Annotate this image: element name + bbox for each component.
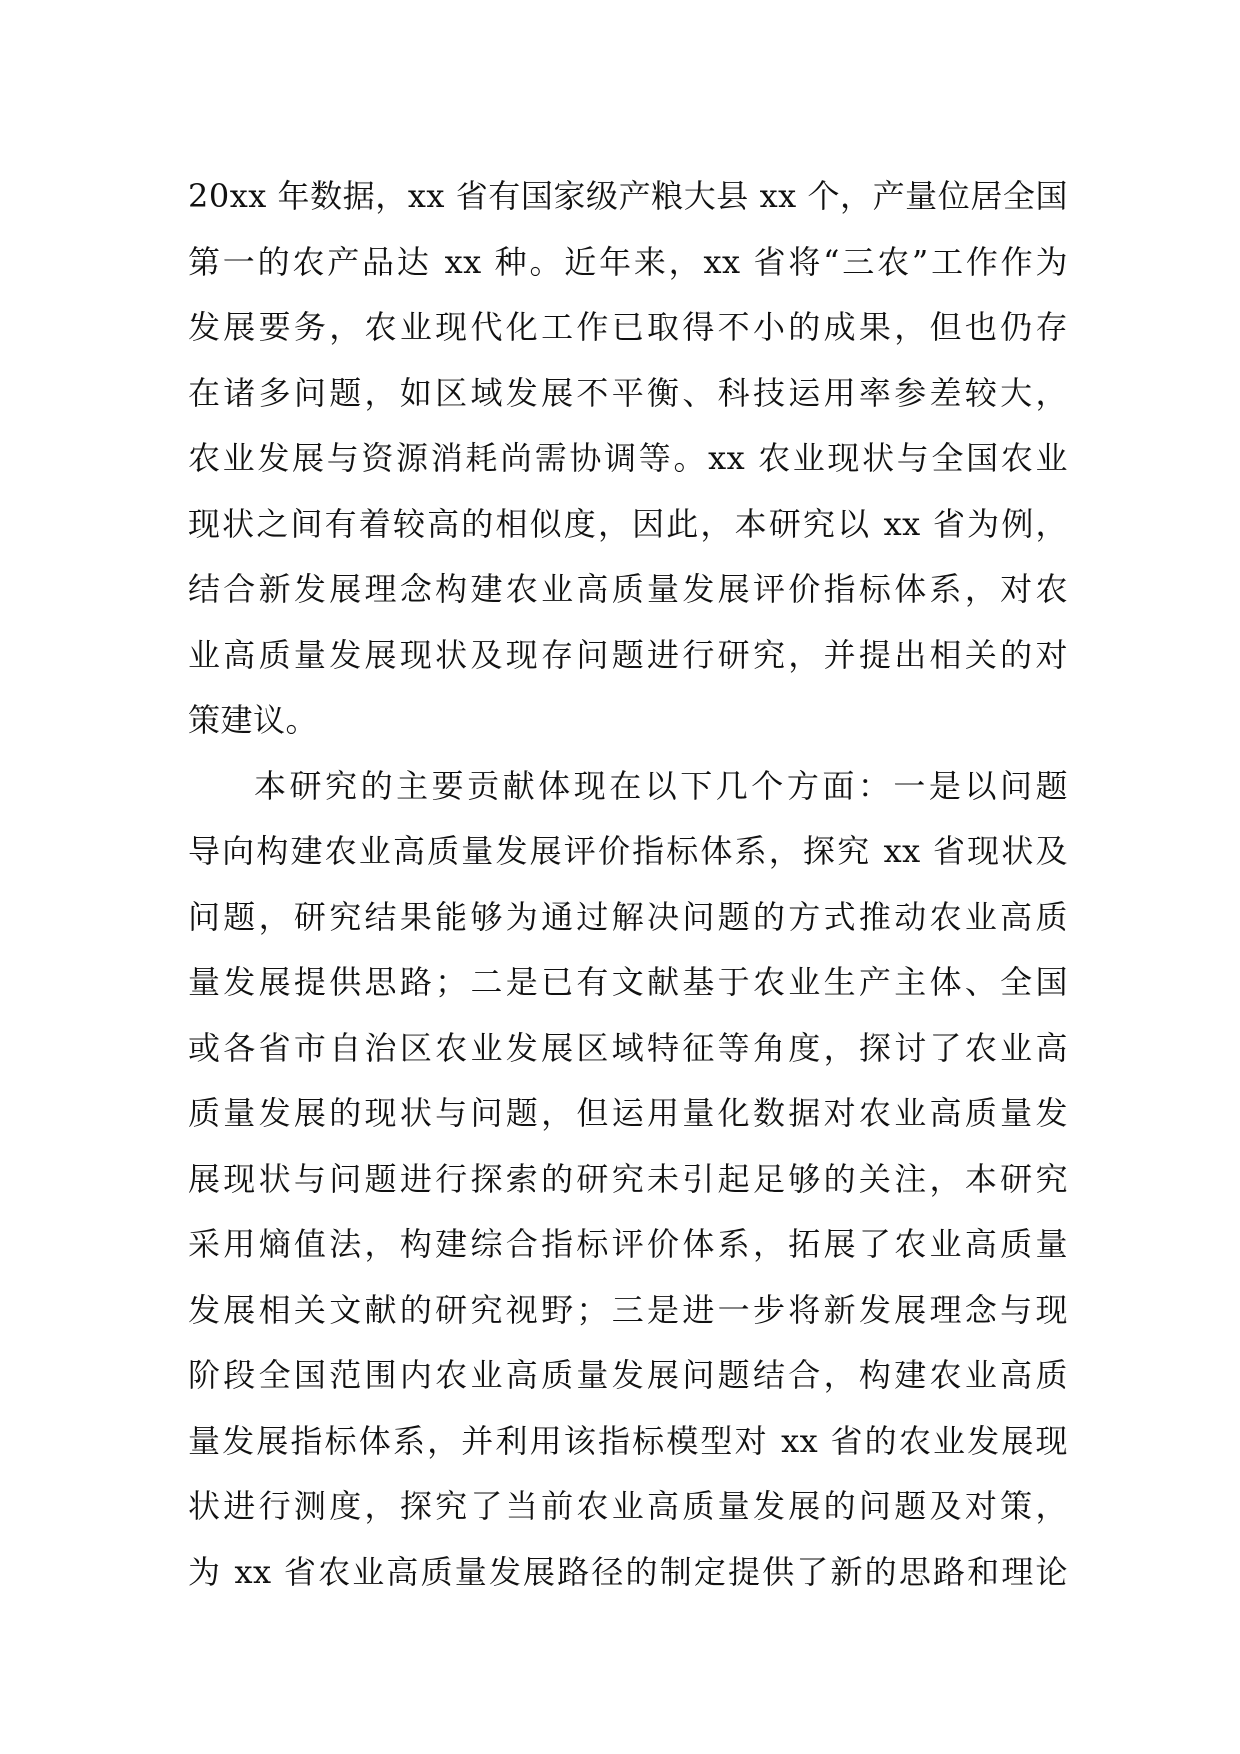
text-line: 20xx 年数据，xx 省有国家级产粮大县 xx 个，产量位居全国 xyxy=(188,177,1068,215)
text-line: 问题，研究结果能够为通过解决问题的方式推动农业高质 xyxy=(188,897,1068,936)
text-line: 现状之间有着较高的相似度，因此，本研究以 xx 省为例， xyxy=(188,504,1068,543)
text-line: 量发展提供思路；二是已有文献基于农业生产主体、全国 xyxy=(188,963,1068,1001)
text-line: 结合新发展理念构建农业高质量发展评价指标体系，对农 xyxy=(188,570,1068,608)
text-line: 第一的农产品达 xx 种。近年来，xx 省将“三农”工作作为 xyxy=(188,242,1068,281)
text-line: 策建议。 xyxy=(188,701,319,739)
paragraph-1 xyxy=(188,164,1068,754)
text-line: 导向构建农业高质量发展评价指标体系，探究 xx 省现状及 xyxy=(188,832,1068,870)
text-line: 业高质量发展现状及现存问题进行研究，并提出相关的对 xyxy=(188,635,1068,674)
text-line: 发展相关文献的研究视野；三是进一步将新发展理念与现 xyxy=(188,1290,1068,1329)
text-line: 阶段全国范围内农业高质量发展问题结合，构建农业高质 xyxy=(188,1356,1068,1394)
body-text xyxy=(188,164,1068,1605)
text-line: 为 xx 省农业高质量发展路径的制定提供了新的思路和理论 xyxy=(188,1552,1068,1591)
text-line: 本研究的主要贡献体现在以下几个方面：一是以问题 xyxy=(254,766,1068,805)
text-line: 量发展指标体系，并利用该指标模型对 xx 省的农业发展现 xyxy=(188,1421,1068,1460)
text-line: 在诸多问题，如区域发展不平衡、科技运用率参差较大， xyxy=(188,373,1068,412)
text-line: 状进行测度，探究了当前农业高质量发展的问题及对策， xyxy=(188,1487,1068,1525)
paragraph-2 xyxy=(188,754,1068,1606)
text-line: 采用熵值法，构建综合指标评价体系，拓展了农业高质量 xyxy=(188,1225,1068,1263)
text-line: 展现状与问题进行探索的研究未引起足够的关注，本研究 xyxy=(188,1159,1068,1198)
text-line: 发展要务，农业现代化工作已取得不小的成果，但也仍存 xyxy=(188,308,1068,346)
text-line: 质量发展的现状与问题，但运用量化数据对农业高质量发 xyxy=(188,1094,1068,1132)
text-line: 农业发展与资源消耗尚需协调等。xx 农业现状与全国农业 xyxy=(188,439,1068,477)
text-line: 或各省市自治区农业发展区域特征等角度，探讨了农业高 xyxy=(188,1028,1068,1067)
